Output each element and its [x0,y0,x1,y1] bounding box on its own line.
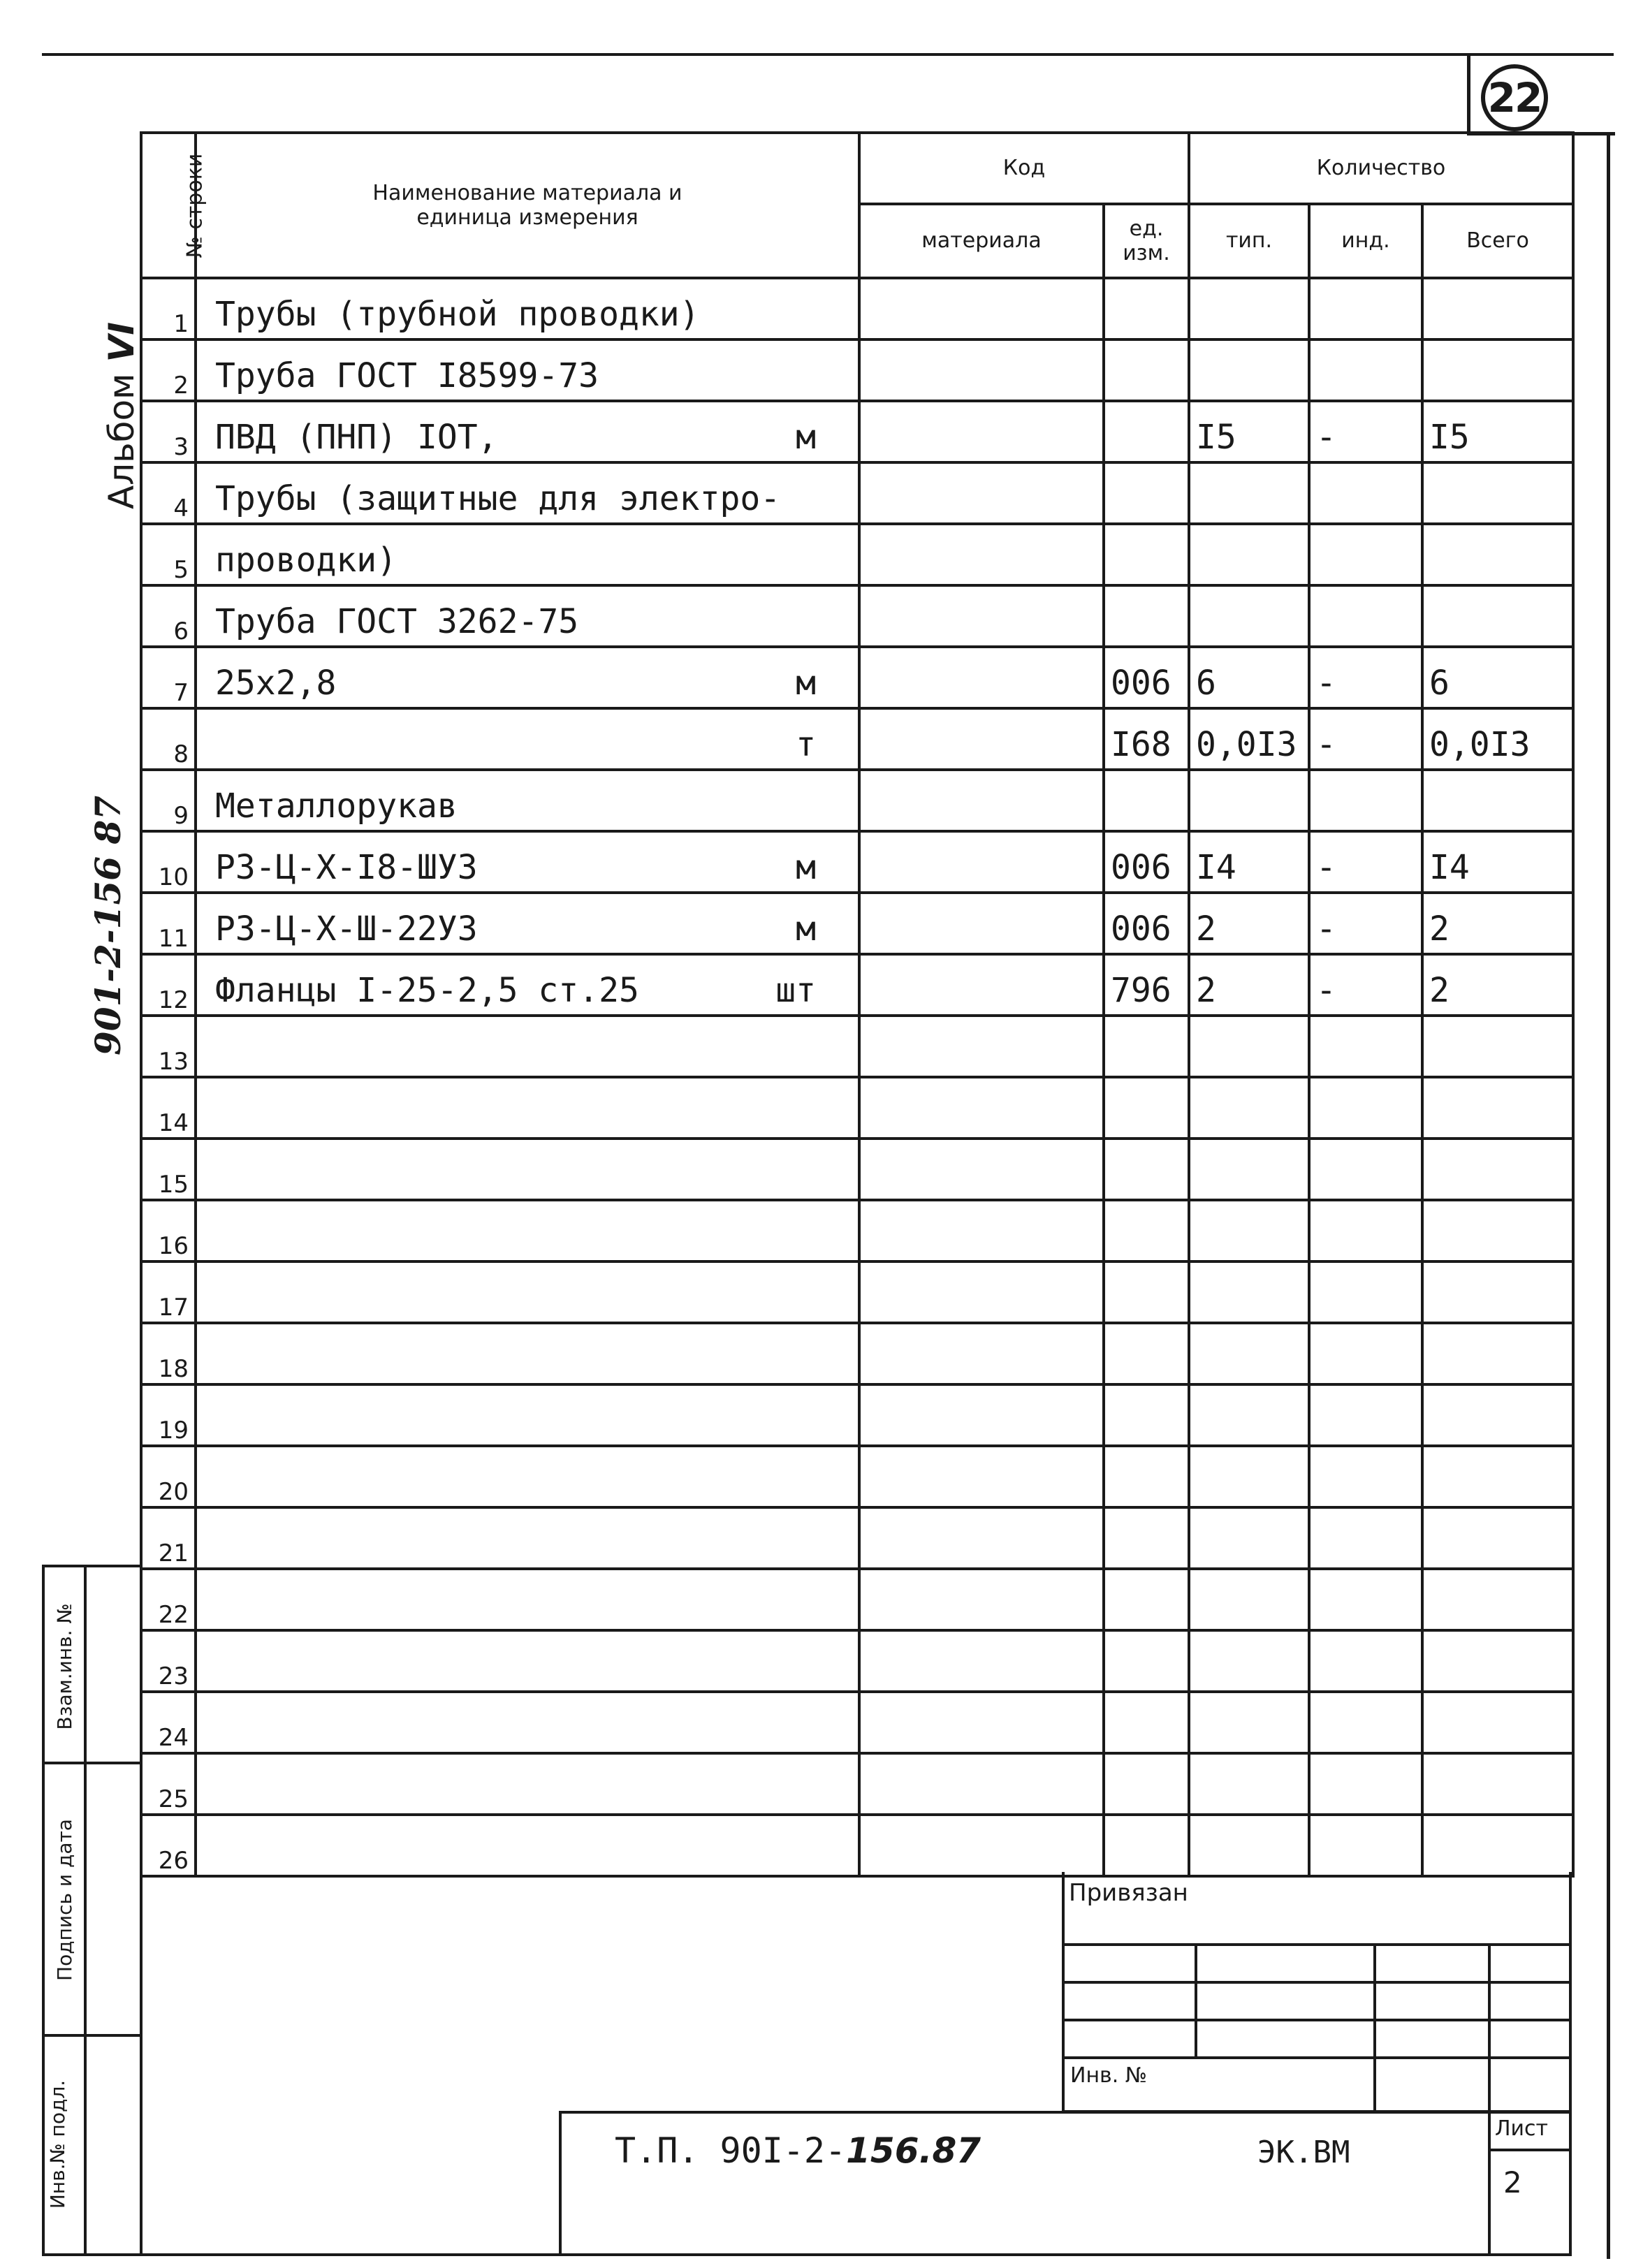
row-number: 4 [141,462,196,524]
qty-ind [1309,1507,1422,1569]
qty-ind [1309,1569,1422,1630]
qty-typ [1189,1507,1309,1569]
doc-designation [615,2130,981,2171]
material-name: РЗ-Ц-Х-I8-ШУЗ [215,848,478,887]
material-name: Трубы (трубной проводки) [215,295,700,334]
row-number: 13 [141,1016,196,1077]
qty-total [1422,1446,1573,1507]
material-name-cell [196,1815,859,1876]
qty-total [1422,770,1573,831]
material-name-cell [196,1692,859,1753]
qty-ind [1309,585,1422,647]
material-name: Фланцы I-25-2,5 ст.25 [215,971,639,1010]
code-unit: I68 [1104,708,1189,770]
table-row [141,524,1573,585]
doc-number: 156.87 [846,2130,981,2171]
qty-total: 6 [1422,647,1573,708]
qty-ind: - [1309,954,1422,1016]
code-material [859,1200,1104,1261]
row-number: 15 [141,1139,196,1200]
code-unit: 006 [1104,831,1189,893]
row-number: 5 [141,524,196,585]
table-row [141,278,1573,339]
table-row [141,954,1573,1016]
qty-typ [1189,1753,1309,1815]
code-material [859,1569,1104,1630]
qty-typ [1189,524,1309,585]
material-name-cell [196,770,859,831]
material-name-cell [196,647,859,708]
row-number: 8 [141,708,196,770]
privyazan-v1 [1195,1943,1197,2059]
qty-typ: 6 [1189,647,1309,708]
doc-prefix: Т.П. 90I-2- [615,2130,847,2171]
qty-total [1422,278,1573,339]
row-number: 1 [141,278,196,339]
material-name-cell [196,1016,859,1077]
table-row [141,1077,1573,1139]
privyazan-h1 [1062,1943,1572,1946]
code-material [859,1016,1104,1077]
material-name-cell [196,339,859,401]
table-row [141,1139,1573,1200]
qty-ind [1309,1815,1422,1876]
privyazan-h2 [1062,1981,1572,1984]
code-material [859,524,1104,585]
qty-typ [1189,1569,1309,1630]
row-number: 16 [141,1200,196,1261]
material-name-cell [196,1446,859,1507]
material-name-cell [196,585,859,647]
table-row [141,647,1573,708]
code-material [859,1815,1104,1876]
qty-ind [1309,1200,1422,1261]
code-material [859,1692,1104,1753]
material-name-cell [196,1569,859,1630]
qty-total [1422,1753,1573,1815]
inv-no-label: Инв. № [1070,2063,1148,2088]
material-name-cell [196,524,859,585]
qty-ind: - [1309,708,1422,770]
material-name-cell [196,1200,859,1261]
table-row [141,1630,1573,1692]
sheet-cell-h [1488,2149,1572,2151]
code-unit [1104,770,1189,831]
material-name-cell [196,1139,859,1200]
qty-typ [1189,1077,1309,1139]
table-row [141,401,1573,462]
code-material [859,1323,1104,1384]
code-unit: 006 [1104,647,1189,708]
qty-typ [1189,1261,1309,1323]
qty-ind: - [1309,401,1422,462]
code-material [859,1446,1104,1507]
doc-number-handwritten: 901-2-156 87 [87,795,129,1056]
code-material [859,708,1104,770]
qty-ind [1309,1630,1422,1692]
material-name-cell [196,831,859,893]
qty-ind [1309,1323,1422,1384]
qty-typ: 2 [1189,954,1309,1016]
qty-ind [1309,1077,1422,1139]
table-row [141,770,1573,831]
qty-total [1422,524,1573,585]
material-name: Труба ГОСТ I8599-73 [215,356,599,395]
qty-ind [1309,1446,1422,1507]
code-material [859,339,1104,401]
qty-total [1422,1323,1573,1384]
table-row [141,1446,1573,1507]
privyazan-v3 [1488,1943,1491,2114]
row-number: 20 [141,1446,196,1507]
row-number: 2 [141,339,196,401]
header-code-material: материала [859,204,1104,278]
qty-ind [1309,1692,1422,1753]
row-number: 10 [141,831,196,893]
header-code: Код [859,133,1189,204]
qty-total: I4 [1422,831,1573,893]
header-qty-typ: тип. [1189,204,1309,278]
header-qty: Количество [1189,133,1573,204]
code-unit [1104,1384,1189,1446]
table-row [141,893,1573,954]
qty-typ [1189,278,1309,339]
qty-total [1422,1200,1573,1261]
row-number: 21 [141,1507,196,1569]
qty-typ [1189,1016,1309,1077]
qty-total [1422,585,1573,647]
side-stamp-vzam: Взам.инв. № [53,1603,76,1730]
qty-typ: 0,0I3 [1189,708,1309,770]
qty-ind [1309,339,1422,401]
row-number: 23 [141,1630,196,1692]
top-rule [42,53,1614,56]
header-row-no: № строки [141,133,196,278]
code-unit [1104,1200,1189,1261]
table-row [141,708,1573,770]
code-unit [1104,278,1189,339]
table-row [141,1200,1573,1261]
sheet-number-circle: 22 [1481,64,1548,131]
row-number: 14 [141,1077,196,1139]
code-unit [1104,1507,1189,1569]
qty-total [1422,1139,1573,1200]
qty-ind [1309,462,1422,524]
table-row [141,462,1573,524]
code-unit [1104,462,1189,524]
code-unit [1104,1016,1189,1077]
code-unit [1104,1630,1189,1692]
qty-total [1422,1507,1573,1569]
material-unit: м [796,909,816,949]
material-name: РЗ-Ц-Х-Ш-22УЗ [215,909,478,949]
table-row [141,1384,1573,1446]
qty-typ [1189,339,1309,401]
qty-total [1422,1016,1573,1077]
sheet-cell-divider [1488,2111,1491,2256]
table-row [141,1016,1573,1077]
row-number: 18 [141,1323,196,1384]
material-unit: м [796,418,816,457]
code-material [859,647,1104,708]
qty-ind: - [1309,831,1422,893]
qty-total: I5 [1422,401,1573,462]
sheet-label: Лист [1495,2116,1549,2141]
qty-typ [1189,1692,1309,1753]
code-material [859,1630,1104,1692]
qty-ind: - [1309,647,1422,708]
row-number: 17 [141,1261,196,1323]
row-number: 7 [141,647,196,708]
qty-total [1422,462,1573,524]
qty-total [1422,1692,1573,1753]
row-number: 24 [141,1692,196,1753]
material-name-cell [196,1077,859,1139]
qty-ind [1309,1753,1422,1815]
row-number: 19 [141,1384,196,1446]
material-name: ПВД (ПНП) IОТ, [215,418,498,457]
qty-total [1422,1815,1573,1876]
qty-total [1422,339,1573,401]
privyazan-label: Привязан [1069,1879,1188,1907]
side-stamp-inv-podl: Инв.№ подл. [46,2079,69,2209]
album-mark: VI [101,322,142,363]
table-row [141,339,1573,401]
code-unit [1104,1692,1189,1753]
code-unit [1104,339,1189,401]
code-material [859,278,1104,339]
table-row [141,1261,1573,1323]
row-number: 11 [141,893,196,954]
qty-typ [1189,585,1309,647]
qty-total [1422,1630,1573,1692]
privyazan-v2 [1373,1943,1376,2114]
qty-typ [1189,1384,1309,1446]
code-material [859,1753,1104,1815]
privyazan-h3 [1062,2019,1572,2021]
material-unit: т [796,725,816,764]
materials-table [140,131,1575,1878]
side-stamp-podpis: Подпись и дата [53,1819,76,1981]
table-row [141,1569,1573,1630]
qty-typ [1189,1323,1309,1384]
album-text: Альбом [101,373,142,509]
header-name: Наименование материала и единица измерения [196,133,859,278]
qty-total [1422,1569,1573,1630]
qty-typ: 2 [1189,893,1309,954]
code-material [859,1077,1104,1139]
material-name-cell [196,278,859,339]
code-material [859,893,1104,954]
material-name-cell [196,1753,859,1815]
header-code-unit: ед. изм. [1104,204,1189,278]
code-unit [1104,585,1189,647]
table-row [141,1753,1573,1815]
qty-total [1422,1261,1573,1323]
code-unit [1104,1077,1189,1139]
code-material [859,1139,1104,1200]
qty-typ [1189,1815,1309,1876]
doc-code: ЭК.ВМ [1257,2135,1350,2170]
row-number: 12 [141,954,196,1016]
side-stamp-divider [84,1565,87,2256]
table-row [141,1815,1573,1876]
row-number: 25 [141,1753,196,1815]
qty-total: 2 [1422,954,1573,1016]
qty-typ [1189,1139,1309,1200]
header-qty-total: Всего [1422,204,1573,278]
row-number: 3 [141,401,196,462]
code-unit [1104,524,1189,585]
qty-ind [1309,1261,1422,1323]
right-frame-line [1607,136,1610,2259]
qty-ind [1309,1384,1422,1446]
material-name: 25х2,8 [215,664,337,703]
qty-total [1422,1384,1573,1446]
material-name-cell [196,954,859,1016]
code-unit: 796 [1104,954,1189,1016]
qty-ind: - [1309,893,1422,954]
material-name: Труба ГОСТ 3262-75 [215,602,579,641]
table-row [141,585,1573,647]
code-unit: 006 [1104,893,1189,954]
qty-typ [1189,1446,1309,1507]
qty-ind [1309,1016,1422,1077]
material-name-cell [196,462,859,524]
header-qty-ind: инд. [1309,204,1422,278]
code-material [859,401,1104,462]
table-row [141,831,1573,893]
material-name: проводки) [215,541,397,580]
qty-ind [1309,1139,1422,1200]
qty-total: 2 [1422,893,1573,954]
code-material [859,831,1104,893]
sheet-value: 2 [1503,2165,1522,2200]
material-name-cell [196,401,859,462]
qty-ind [1309,524,1422,585]
table-row [141,1507,1573,1569]
code-material [859,954,1104,1016]
qty-ind [1309,770,1422,831]
row-number: 6 [141,585,196,647]
code-material [859,585,1104,647]
material-name-cell [196,1323,859,1384]
code-unit [1104,1139,1189,1200]
row-number: 22 [141,1569,196,1630]
qty-ind [1309,278,1422,339]
qty-typ [1189,1630,1309,1692]
table-row [141,1692,1573,1753]
code-material [859,1261,1104,1323]
code-material [859,770,1104,831]
code-material [859,462,1104,524]
material-unit: м [796,848,816,887]
code-unit [1104,1323,1189,1384]
material-name-cell [196,1261,859,1323]
row-number: 26 [141,1815,196,1876]
material-unit: м [796,664,816,703]
material-name-cell [196,1384,859,1446]
row-number: 9 [141,770,196,831]
qty-typ [1189,462,1309,524]
qty-typ [1189,1200,1309,1261]
table-row [141,1323,1573,1384]
privyazan-h4 [1062,2056,1572,2059]
material-name: Металлорукав [215,787,458,826]
side-stamp-h2 [42,2034,143,2037]
material-name-cell [196,1507,859,1569]
code-unit [1104,1569,1189,1630]
material-unit: шт [775,971,816,1010]
material-name: Трубы (защитные для электро- [215,479,781,518]
code-unit [1104,1753,1189,1815]
qty-total: 0,0I3 [1422,708,1573,770]
code-material [859,1384,1104,1446]
code-material [859,1507,1104,1569]
qty-typ [1189,770,1309,831]
material-name-cell [196,1630,859,1692]
material-name-cell [196,708,859,770]
code-unit [1104,401,1189,462]
qty-typ: I5 [1189,401,1309,462]
qty-typ: I4 [1189,831,1309,893]
qty-total [1422,1077,1573,1139]
code-unit [1104,1446,1189,1507]
code-unit [1104,1261,1189,1323]
material-name-cell [196,893,859,954]
code-unit [1104,1815,1189,1876]
